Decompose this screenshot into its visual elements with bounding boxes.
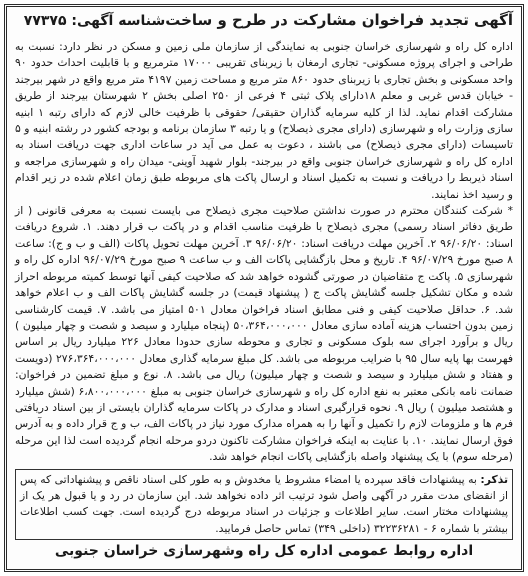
ad-number: شناسه آگهی: ۷۷۳۷۵ [23,13,166,29]
advertisement-frame [4,4,524,572]
ad-header [15,11,513,35]
note-label: تذکر: [480,472,508,486]
intro-paragraph: اداره کل راه و شهرسازی خراسان جنوبی به نمایندگی از سازمان ملی زمین و مسکن در نظر دارد: نسبت به طراحی و اجرای پروژه مسکونی- تجاری ارمغان با زیربنای تقریبی ۱۷۰۰۰ مترمربع و با قابلیت احداث حدود ۹۰ واحد مسکونی و بخش تجاری با زیربنای حدود ۸۶۰ متر مربع و مساحت زمین ۴۱۹۷ متر مربع واقع در شهر بیرجند - خیابان قدس غربی و معلم ۱۸دارای پلاک ثبتی ۴ فرعی از ۲۵۰ اصلی بخش ۲ شهرستان بیرجند از طریق مشارکت اقدام نماید. لذا از کلیه سرمایه گذاران حقیقی/ حقوقی با ظرفیت خالی لازم که دارای رتبه ۱ ابنیه سازی وزارت راه و شهرسازی (دارای مجری ذیصلاح) و یا رتبه ۳ سازمان برنامه و بودجه کشور در رشته ابنیه و ۵ تاسیسات (دارای مجری ذیصلاح) می باشند ، دعوت به عمل می آید در ساعات اداری جهت دریافت اسناد به اداره کل راه و شهرسازی خراسان جنوبی واقع در بیرجند- بلوار شهید آوینی- میدان راه و شهرسازی مراجعه و اسناد ذیربط را دریافت و نسبت به تکمیل اسناد و ارسال پاکت های مربوطه طبق زمان اعلام شده در زیر اقدام و رسید اخذ نمایند. [15,40,514,201]
conditions-paragraph: * شرکت کنندگان محترم در صورت نداشتن صلاحیت مجری ذیصلاح می بایست نسبت به معرفی قانونی ( از طریق دفاتر اسناد رسمی) مجری ذیصلاح با ظرفیت مناسب اقدام و در پاکت ب قرار دهند. ۱. شروع دریافت اسناد: ۹۶/۰۶/۲۰ ۲. آخرین مهلت دریافت اسناد: ۹۶/۰۶/۲۰ ۳. آخرین مهلت تحویل پاکات (الف و ب و ج): ساعت ۸ صبح مورخ ۹۶/۰۷/۲۹ ۴. تاریخ و محل بازگشایی پاکات الف و ب ساعت ۹ صبح مورخ ۹۶/۰۷/۲۹ اداره کل راه و شهرسازی ۵. پاکت ج متقاضیان در صورتی گشوده خواهد شد که صلاحیت کیفی آنها توسط کمیته مربوطه احراز شده و مکان تشکیل جلسه گشایش پاکت ج ( پیشنهاد قیمت) در جلسه گشایش پاکات الف و ب اعلام خواهد شد. ۶. حداقل صلاحیت کیفی و فنی مطابق اسناد فراخوان معادل ۵۰۱ امتیاز می باشد. ۷. قیمت کارشناسی زمین بدون احتساب هزینه آماده سازی معادل ۵۰،۳۶۴،۰۰۰،۰۰۰ (پنجاه میلیارد و سیصد و شصت و چهار میلیون ) ریال و برآورد اجرای سه بلوک مسکونی و تجاری و محوطه سازی حدودا معادل ۲۲۶ میلیارد ریال بر اساس فهرست بها پایه سال ۹۵ با ضرایب مربوطه می باشد. کل مبلغ سرمایه گذاری معادل ۲۷۶،۳۶۴،۰۰۰،۰۰۰ (دویست و هفتاد و شش میلیارد و سیصد و شصت و چهار میلیون) ریال می باشد. ۸. نوع و مبلغ تضمین در فراخوان: ضمانت نامه بانکی معتبر به نفع اداره کل راه و شهرسازی خراسان جنوبی به مبلغ ۶،۸۰۰،۰۰۰،۰۰۰ (شش میلیارد و هشتصد میلیون ) ریال ۹. نحوه قرارگیری اسناد و مدارک در پاکات سرمایه گذاران بایستی از بین اسناد دریافتی فرم ها و ملزومات لازم را تکمیل و آنها را به همراه مدارک مورد نیاز در پاکات الف، ب و ج قرار داده و به آدرس فوق ارسال نمایند. ۱۰. با عنایت به اینکه فراخوان مشارکت تاکنون دردو مرحله انجام گردیده است لذا این مرحله (مرحله سوم) با یک پیشنهاد واصله بازگشایی پاکات انجام خواهد شد. [15,204,513,464]
note-text: به پیشنهادات فاقد سپرده یا امضاء مشروط یا مخدوش و به طور کلی اسناد ناقص و پیشنهاداتی که پس از انقضای مدت مقرر در آگهی واصل شود ترتیب اثر داده نخواهد شد. این سازمان در رد و یا قبول هر یک از پیشنهادات مختار است. سایر اطلاعات و جزئیات در اسناد مربوطه درج گردیده است. جهت کسب اطلاعات بیشتر با شماره ۶ - ۳۲۲۳۶۲۸۱ (داخلی ۳۴۹) تماس حاصل فرمایید. [20,472,508,535]
ad-title: آگهی تجدید فراخوان مشارکت در طرح و ساخت [165,11,513,29]
publisher-signature: اداره روابط عمومی اداره کل راه وشهرسازی خراسان جنوبی [54,543,474,559]
ad-body [15,39,513,466]
note-box [15,469,513,541]
